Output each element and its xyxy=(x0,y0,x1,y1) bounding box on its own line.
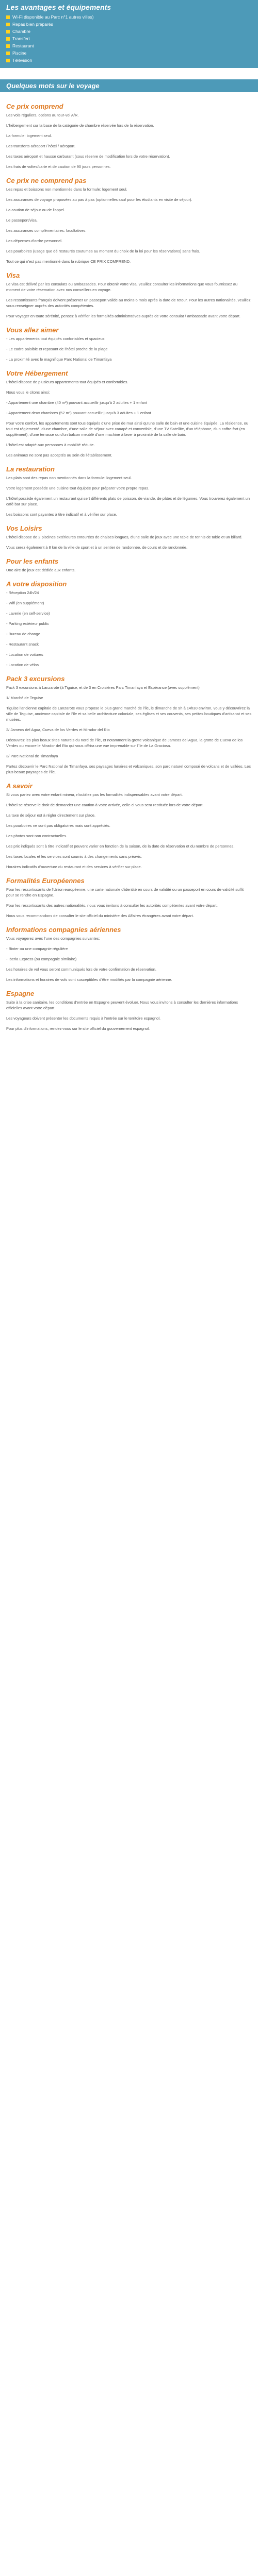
section-paragraph: - Binter ou une compagnie régulière xyxy=(6,946,68,951)
section-paragraph: Les ressortissants français doivent présenter un passeport valide au moins 6 mois après la date de retour. Pour les autres nationalités, veuillez vous renseigner auprès des autorités compétentes. xyxy=(6,298,251,308)
section-paragraph: - Parking extérieur public xyxy=(6,621,49,626)
check-icon xyxy=(6,52,10,55)
section-paragraph: Nous vous recommandons de consulter le site officiel du ministère des Affaires étrangères avant votre départ. xyxy=(6,913,194,918)
section-paragraph: Vous voyagerez avec l'une des compagnies suivantes: xyxy=(6,936,100,941)
section-paragraph: Vous serez également à 8 km de la ville de sport et à un sentier de randonnée, de cours et de randonnée. xyxy=(6,545,188,550)
section-paragraph: Les repas et boissons non mentionnés dans la formule: logement seul. xyxy=(6,187,127,192)
section-paragraph: Les informations et horaires de vols sont susceptibles d'être modifiés par la compagnie aérienne. xyxy=(6,977,172,982)
section-paragraph: - Wifi (en supplément) xyxy=(6,601,44,605)
section-title: Visa xyxy=(6,272,20,279)
section-paragraph: Les plats sont des repas non mentionnés dans la formule: logement seul. xyxy=(6,476,132,480)
section-title: A savoir xyxy=(6,782,33,790)
advantages-list xyxy=(6,13,252,64)
section-paragraph: Pour plus d'informations, rendez-vous sur le site officiel du gouvernement espagnol. xyxy=(6,1026,150,1031)
section-paragraph: - Location de voitures xyxy=(6,652,43,657)
section-paragraph: Les photos sont non contractuelles. xyxy=(6,834,67,838)
section-title: La restauration xyxy=(6,465,55,473)
check-icon xyxy=(6,15,10,19)
section-paragraph: Les pourboires (usage que dé restaurés coutumes au moment du choix de la loi pour les réservations) sans frais. xyxy=(6,249,200,253)
section-paragraph: Votre logement possède une cuisine tout équipée pour préparer votre propre repas. xyxy=(6,486,150,490)
section-paragraph: - La proximité avec le magnifique Parc National de Timanfaya xyxy=(6,357,112,362)
section-paragraph: L'hôtel est adapté aux personnes à mobilité réduite. xyxy=(6,443,95,447)
advantage-item: Chambre xyxy=(6,28,252,35)
section-paragraph: Une aire de jeux est dédiée aux enfants. xyxy=(6,568,76,572)
section-paragraph: Les voyageurs doivent présenter les documents requis à l'entrée sur le territoire espagnol. xyxy=(6,1016,161,1021)
page xyxy=(0,0,258,1031)
section-paragraph: Les taxes locales et les services sont soumis à des changements sans préavis. xyxy=(6,854,142,859)
check-icon xyxy=(6,44,10,48)
advantage-item: Wi-Fi disponible au Parc n°1 autres villes) xyxy=(6,13,252,21)
section-paragraph: Tiguise l'ancienne capitale de Lanzarote vous propose le plus grand marché de l'île, le dimanche de 9h à 14h30 environ, vous y découvrirez la ville de Teguise, ancienne capitale de l'île et sa belle architecture coloniale, ses églises et ses couvents, ses petites boutiques d'artisanat et ses musées. xyxy=(6,706,252,722)
section-title: Informations compagnies aériennes xyxy=(6,926,121,934)
advantage-item: Télévision xyxy=(6,57,252,64)
advantage-item: Restaurant xyxy=(6,42,252,49)
advantage-item: Transfert xyxy=(6,35,252,42)
section-paragraph: L'hôtel se réserve le droit de demander une caution à votre arrivée, celle-ci vous sera restituée lors de votre départ. xyxy=(6,803,204,807)
section-paragraph: L'hôtel possède également un restaurant qui sert différents plats de poisson, de viande, de pâtes et de légumes. Vous trouverez également un café bar sur place. xyxy=(6,496,250,506)
check-icon xyxy=(6,30,10,33)
section-paragraph: - Location de vélos xyxy=(6,663,39,667)
section-paragraph: Partez découvrir le Parc National de Timanfaya, ses paysages lunaires et volcaniques, son parc naturel composé de volcans et de vallées. Les plus beaux paysages de l'île. xyxy=(6,764,251,774)
advantages-title: Les avantages et équipements xyxy=(6,3,111,11)
section-paragraph: - Laverie (en self-service) xyxy=(6,611,50,616)
section-title: Espagne xyxy=(6,990,35,997)
advantage-item: Repas bien préparés xyxy=(6,21,252,28)
section-paragraph: Les prix indiqués sont à titre indicatif et peuvent varier en fonction de la saison, de la date de réservation et du nombre de personnes. xyxy=(6,844,235,849)
section-paragraph: Le visa est délivré par les consulats ou ambassades. Pour obtenir votre visa, veuillez consulter les informations que vous fournissez au moment de votre réservation avec nos conseillers en voyage. xyxy=(6,282,238,292)
section-paragraph: Pour voyager en toute sérénité, pensez à vérifier les formalités administratives auprès de votre consulat / ambassade avant votre départ. xyxy=(6,314,240,318)
section-paragraph: Les boissons sont payantes à titre indicatif et à vérifier sur place. xyxy=(6,512,117,517)
section-title: A votre disposition xyxy=(6,580,67,588)
advantage-item: Piscine xyxy=(6,49,252,57)
section-paragraph: - Réception 24h/24 xyxy=(6,590,39,595)
section-paragraph: La taxe de séjour est à régler directement sur place. xyxy=(6,813,96,818)
trip-band-title: Quelques mots sur le voyage xyxy=(0,79,258,92)
section-title: Vous allez aimer xyxy=(6,326,59,334)
section-paragraph: 2/ Jameos del Agua, Cueva de los Verdes et Mirador del Rio xyxy=(6,727,110,732)
section-title: Ce prix ne comprend pas xyxy=(6,177,87,184)
section-paragraph: Les vols réguliers, options au tour-vol A/R. xyxy=(6,113,79,117)
section-paragraph: Découvrez les plus beaux sites naturels du nord de l'île, et notamment la grotte volcanique de Jameos del Agua, la grotte de Cueva de los Verdes ou encore le Mirador del Rio qui vous offrira une vue imprenable sur l'île de La Graciosa. xyxy=(6,738,243,748)
check-icon xyxy=(6,23,10,26)
advantages-box xyxy=(0,0,258,68)
section-title: Vos Loisirs xyxy=(6,524,42,532)
section-paragraph: Tout ce qui n'est pas mentionné dans la rubrique CE PRIX COMPREND. xyxy=(6,259,131,264)
section-paragraph: Les transferts aéroport / hôtel / aéroport. xyxy=(6,144,76,148)
section-paragraph: Pour les ressortissants de l'Union européenne, une carte nationale d'identité en cours de validité ou un passeport en cours de validité suffit pour se rendre en Espagne. xyxy=(6,887,244,897)
section-paragraph: Les horaires de vol vous seront communiqués lors de votre confirmation de réservation. xyxy=(6,967,156,972)
section-paragraph: Les dépenses d'ordre personnel. xyxy=(6,239,63,243)
check-icon xyxy=(6,37,10,41)
section-title: Pack 3 excursions xyxy=(6,675,65,683)
section-paragraph: - Restaurant snack xyxy=(6,642,39,647)
section-paragraph: Les assurances complémentaires: facultatives. xyxy=(6,228,87,233)
section-paragraph: La caution de séjour ou de l'appel. xyxy=(6,208,66,212)
section-paragraph: - Bureau de change xyxy=(6,632,40,636)
section-paragraph: L'hôtel dispose de 2 piscines extérieures entourées de chaises longues, d'une salle de jeux avec une table de tennis de table et un billard. xyxy=(6,535,243,539)
section-paragraph: L'hébergement sur la base de la catégorie de chambre réservée lors de la réservation. xyxy=(6,123,154,128)
check-icon xyxy=(6,59,10,62)
section-paragraph: La formule: logement seul. xyxy=(6,133,52,138)
section-paragraph: 1/ Marché de Teguise xyxy=(6,696,43,700)
section-paragraph: Les frais de voltes/carte et de caution de 90 jours personnes. xyxy=(6,164,111,169)
section-paragraph: - Appartement deux chambres (52 m²) pouvant accueillir jusqu'à 3 adultes + 1 enfant xyxy=(6,411,151,415)
section-paragraph: Suite à la crise sanitaire, les conditions d'entrée en Espagne peuvent évoluer. Nous vous invitons à consulter les dernières informations officielles avant votre départ. xyxy=(6,1000,238,1010)
section-paragraph: Les pourboires ne sont pas obligatoires mais sont appréciés. xyxy=(6,823,110,828)
section-title: Ce prix comprend xyxy=(6,103,63,110)
section-paragraph: Les taxes aéroport et hausse carburant (sous réserve de modification lors de votre réservation). xyxy=(6,154,170,159)
section-paragraph: 3/ Parc National de Timanfaya xyxy=(6,754,58,758)
section-paragraph: Pour les ressortissants des autres nationalités, nous vous invitons à consulter les autorités compétentes avant votre départ. xyxy=(6,903,218,908)
section-paragraph: Horaires indicatifs d'ouverture du restaurant et des services à vérifier sur place. xyxy=(6,865,142,869)
section-paragraph: Nous vous le citons ainsi: xyxy=(6,390,50,395)
section-paragraph: - Les appartements tout équipés confortables et spacieux xyxy=(6,336,105,341)
section-paragraph: Les animaux ne sont pas acceptés au sein de l'établissement. xyxy=(6,453,112,457)
section-paragraph: L'hôtel dispose de plusieurs appartements tout équipés et confortables. xyxy=(6,380,128,384)
section-paragraph: - Iberia Express (ou compagnie similaire) xyxy=(6,957,77,961)
section-paragraph: Si vous partez avec votre enfant mineur, n'oubliez pas les formalités indispensables avant votre départ. xyxy=(6,792,183,797)
section-title: Pour les enfants xyxy=(6,557,59,565)
section-title: Formalités Européennes xyxy=(6,877,85,885)
section-paragraph: Les assurances de voyage proposées au pas à pas (optionnelles sauf pour les étudiants en visite de séjour). xyxy=(6,197,192,202)
sections-container xyxy=(0,92,258,1031)
section-paragraph: Pack 3 excursions à Lanzarote (à Tiguise, et de 3 en Croisières Parc Timanfaya et Espérance (avec supplément) xyxy=(6,685,200,690)
section-paragraph: - Appartement une chambre (40 m²) pouvant accueillir jusqu'à 2 adultes + 1 enfant xyxy=(6,400,148,405)
section-paragraph: Pour votre confort, les appartements sont tous équipés d'une prise de mur ainsi qu'une salle de bain et une cuisine équipée. La résidence, ou tout est réglementé, d'une chambre, d'une salle de séjour avec canapé et convertible, d'une TV Satellite, d'un téléphone, d'un coffre-fort (en supplément), d'une terrasse ou d'un balcon meublé d'une machine à laver à proximité de la salle de bain. xyxy=(6,421,248,437)
section-title: Votre Hébergement xyxy=(6,369,68,377)
section-paragraph: - Le cadre paisible et reposant de l'hôtel proche de la plage xyxy=(6,347,108,351)
section-paragraph: Le passeport/visa. xyxy=(6,218,38,223)
